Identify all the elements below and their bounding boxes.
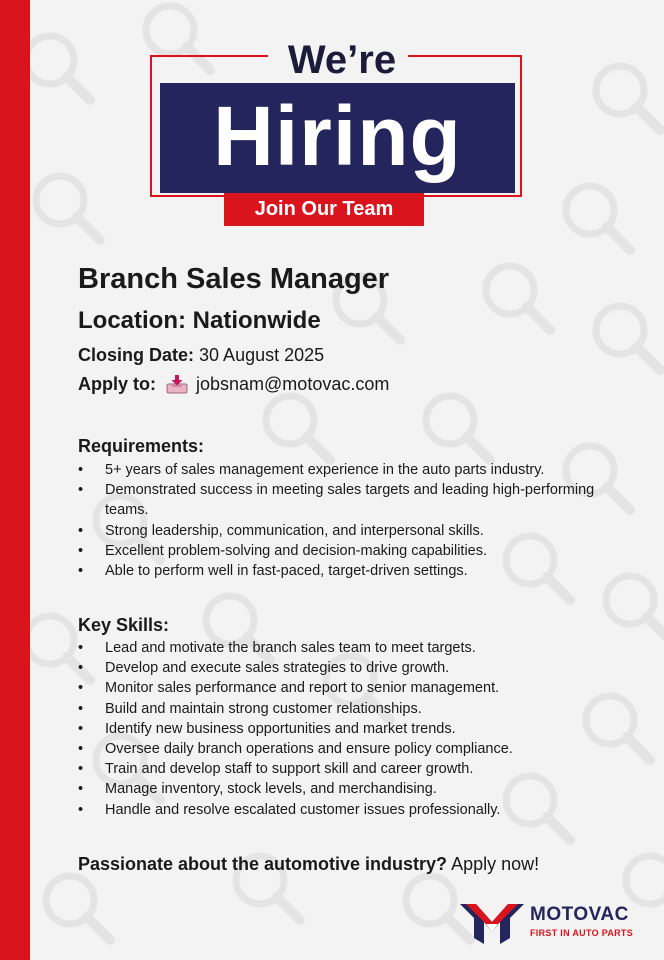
key-skills-heading: Key Skills: [78,615,170,635]
motovac-m-logo-icon [460,900,524,944]
list-item: • Excellent problem-solving and decision-making capabilities. [78,541,638,561]
closing-date [78,343,324,367]
apply-to [78,371,389,397]
list-item: • Train and develop staff to support skill and career growth. [78,759,638,779]
apply-email-link[interactable]: jobsnam@motovac.com [196,374,390,394]
job-location: Location: Nationwide [78,307,321,334]
closing-date-value: 30 August 2025 [199,345,325,365]
list-item: • Lead and motivate the branch sales team to meet targets. [78,638,638,658]
requirements-heading: Requirements: [78,436,205,456]
list-item: • Build and maintain strong customer relationships. [78,699,638,719]
were-heading: We’re [287,38,397,82]
logo-tagline: FIRST IN AUTO PARTS [530,928,634,938]
call-to-action [78,851,539,877]
key-skills-list [78,638,638,820]
apply-label: Apply to: [78,374,156,394]
call-to-action-bold: Passionate about the automotive industry? [78,854,448,874]
job-title: Branch Sales Manager [78,263,390,295]
list-item: • Develop and execute sales strategies to drive growth. [78,658,638,678]
motovac-logo [460,900,660,944]
closing-date-label: Closing Date: [78,345,195,365]
list-item: • Monitor sales performance and report to senior management. [78,678,638,698]
join-our-team-badge: Join Our Team [224,193,424,226]
list-item: • Demonstrated success in meeting sales targets and leading high-performing teams. [78,480,638,520]
logo-name: MOTOVAC [530,904,629,925]
list-item: • Strong leadership, communication, and interpersonal skills. [78,521,638,541]
list-item: • Able to perform well in fast-paced, target-driven settings. [78,561,638,581]
list-item: • Identify new business opportunities and market trends. [78,719,638,739]
call-to-action-rest: Apply now! [447,854,540,874]
requirements-list [78,460,638,581]
list-item: • 5+ years of sales management experience in the auto parts industry. [78,460,638,480]
inbox-tray-icon [166,374,188,394]
list-item: • Handle and resolve escalated customer issues professionally. [78,800,638,820]
hiring-heading: Hiring [213,89,462,183]
list-item: • Manage inventory, stock levels, and merchandising. [78,779,638,799]
list-item: • Oversee daily branch operations and ensure policy compliance. [78,739,638,759]
left-accent-bar [0,0,30,960]
